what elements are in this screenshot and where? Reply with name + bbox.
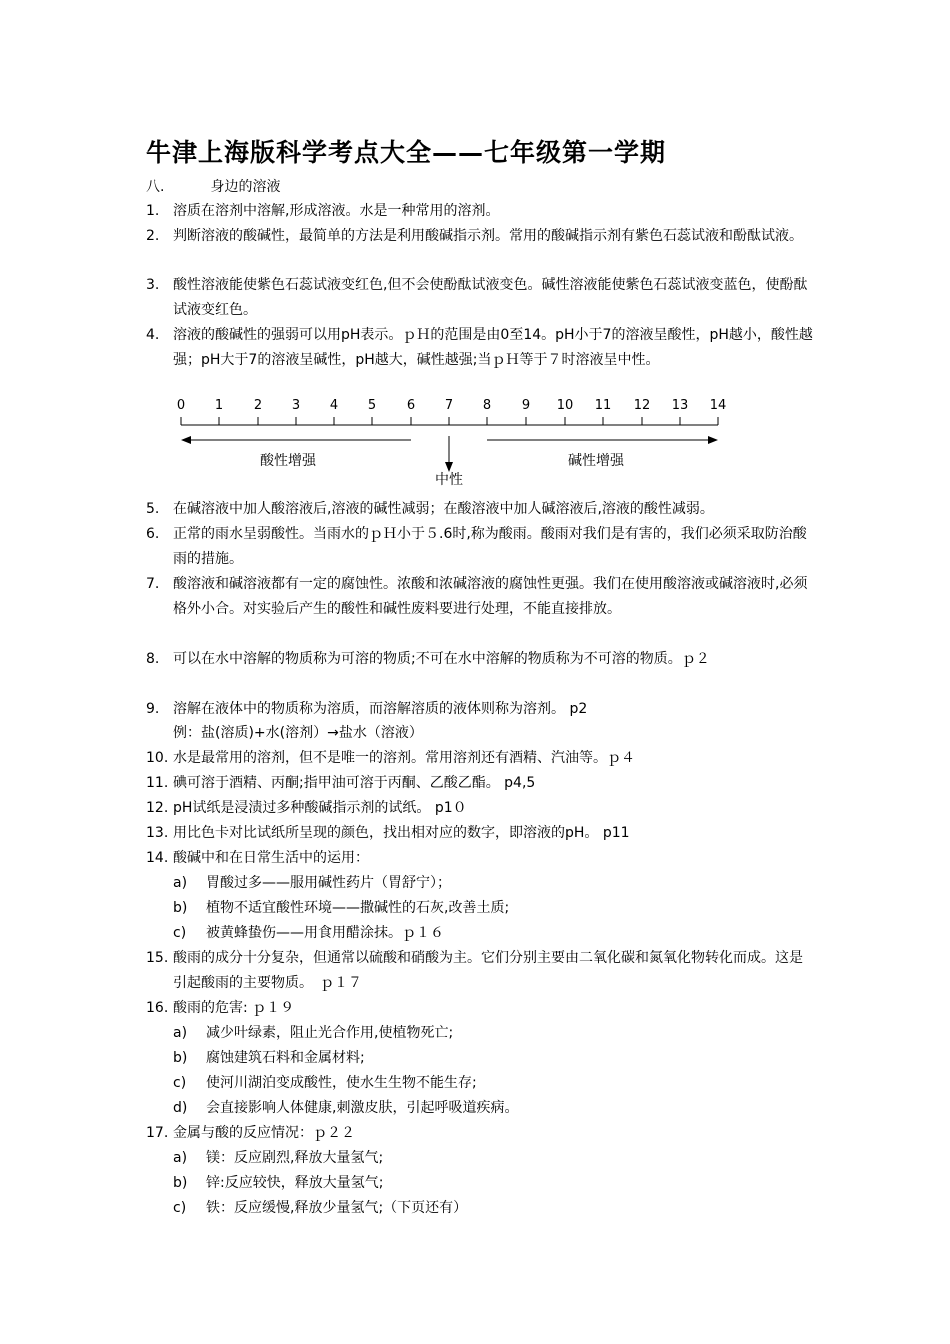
acid-arrow-head bbox=[181, 436, 191, 444]
ph-tick-label: 7 bbox=[444, 398, 454, 413]
sub-item-marker: b) bbox=[173, 1175, 188, 1191]
list-item bbox=[146, 846, 816, 871]
ph-tick-label: 11 bbox=[594, 398, 612, 413]
list-item bbox=[146, 572, 816, 622]
item-text: 酸性溶液能使紫色石蕊试液变红色,但不会使酚酞试液变色。碱性溶液能使紫色石蕊试液变蓝色，使酚酞试液变红色。 bbox=[173, 277, 808, 318]
sub-item-text: 会直接影响人体健康,刺激皮肤，引起呼吸道疾病。 bbox=[206, 1100, 519, 1116]
ph-tick-label: 10 bbox=[556, 398, 574, 413]
ph-tick-label: 13 bbox=[671, 398, 689, 413]
ph-tick-label: 12 bbox=[633, 398, 651, 413]
list-item bbox=[146, 522, 816, 572]
item-text: 酸碱中和在日常生活中的运用： bbox=[173, 850, 369, 866]
item-number: 12. bbox=[146, 800, 169, 816]
sub-item-marker: a) bbox=[173, 875, 188, 891]
item-number: 17. bbox=[146, 1125, 169, 1141]
sub-item-marker: c) bbox=[173, 925, 187, 941]
list-item bbox=[146, 1121, 816, 1146]
ph-tick-label: 6 bbox=[406, 398, 416, 413]
ph-tick-label: 5 bbox=[367, 398, 377, 413]
item-number: 11. bbox=[146, 775, 169, 791]
sub-item-marker: b) bbox=[173, 900, 188, 916]
list-item bbox=[146, 697, 816, 722]
item-text: 酸溶液和碱溶液都有一定的腐蚀性。浓酸和浓碱溶液的腐蚀性更强。我们在使用酸溶液或碱溶液时,必须格外小合。对实验后产生的酸性和碱性废料要进行处理，不能直接排放。 bbox=[173, 576, 808, 617]
sub-item-text: 锌:反应较快，释放大量氢气; bbox=[206, 1175, 384, 1191]
item-number: 7. bbox=[146, 576, 160, 592]
sub-item bbox=[173, 1071, 813, 1096]
item-number: 4. bbox=[146, 327, 160, 343]
sub-item bbox=[173, 1146, 813, 1171]
sub-item bbox=[173, 871, 813, 896]
sub-item bbox=[173, 896, 813, 921]
item-text: 碘可溶于酒精、丙酮;指甲油可溶于丙酮、乙酸乙酯。 p4,5 bbox=[173, 775, 536, 791]
list-item bbox=[146, 746, 816, 771]
sub-item-marker: b) bbox=[173, 1050, 188, 1066]
list-item bbox=[146, 199, 816, 224]
list-item bbox=[146, 771, 816, 796]
sub-item-marker: c) bbox=[173, 1075, 187, 1091]
ph-tick-label: 14 bbox=[709, 398, 727, 413]
item-text: 水是最常用的溶剂，但不是唯一的溶剂。常用溶剂还有酒精、汽油等。ｐ４ bbox=[173, 750, 635, 766]
list-item bbox=[146, 647, 816, 672]
sub-item bbox=[173, 921, 813, 946]
list-item bbox=[146, 224, 816, 249]
item-number: 3. bbox=[146, 277, 160, 293]
ph-tick-label: 8 bbox=[482, 398, 492, 413]
sub-item-marker: a) bbox=[173, 1150, 188, 1166]
sub-item-marker: a) bbox=[173, 1025, 188, 1041]
list-item bbox=[146, 273, 816, 323]
item-number: 13. bbox=[146, 825, 169, 841]
ph-tick-label: 9 bbox=[521, 398, 531, 413]
list-item bbox=[146, 323, 816, 373]
ph-tick-label: 1 bbox=[214, 398, 224, 413]
section-title: 身边的溶液 bbox=[210, 179, 281, 195]
item-text: 可以在水中溶解的物质称为可溶的物质;不可在水中溶解的物质称为不可溶的物质。ｐ２ bbox=[173, 651, 710, 667]
list-item bbox=[146, 721, 816, 746]
item-number: 14. bbox=[146, 850, 169, 866]
sub-item-marker: d) bbox=[173, 1100, 188, 1116]
list-item bbox=[146, 996, 816, 1021]
sub-item bbox=[173, 1046, 813, 1071]
sub-item-text: 被黄蜂蛰伤——用食用醋涂抹。ｐ１６ bbox=[206, 925, 444, 941]
list-item bbox=[146, 497, 816, 522]
ph-scale-diagram bbox=[170, 398, 740, 490]
item-number: 9. bbox=[146, 701, 160, 717]
section-number: 八. bbox=[146, 179, 165, 195]
list-item bbox=[146, 946, 816, 996]
item-number: 6. bbox=[146, 526, 160, 542]
ph-ticks bbox=[181, 417, 718, 425]
section-heading bbox=[146, 176, 280, 196]
base-arrow-head bbox=[708, 436, 718, 444]
item-number: 10. bbox=[146, 750, 169, 766]
sub-item-text: 镁：反应剧烈,释放大量氢气; bbox=[206, 1150, 384, 1166]
sub-item-text: 植物不适宜酸性环境——撒碱性的石灰,改善土质; bbox=[206, 900, 510, 916]
acid-label: 酸性增强 bbox=[260, 453, 316, 469]
item-number: 1. bbox=[146, 203, 160, 219]
item-text: 判断溶液的酸碱性，最简单的方法是利用酸碱指示剂。常用的酸碱指示剂有紫色石蕊试液和酚酞试液。 bbox=[173, 228, 803, 244]
sub-item bbox=[173, 1096, 813, 1121]
sub-item-text: 腐蚀建筑石料和金属材料; bbox=[206, 1050, 365, 1066]
sub-item bbox=[173, 1171, 813, 1196]
item-number: 15. bbox=[146, 950, 169, 966]
item-text: 正常的雨水呈弱酸性。当雨水的ｐＨ小于５.6时,称为酸雨。酸雨对我们是有害的，我们必须采取防治酸雨的措施。 bbox=[173, 526, 807, 567]
sub-item-text: 使河川湖泊变成酸性，使水生生物不能生存; bbox=[206, 1075, 477, 1091]
ph-tick-label: 0 bbox=[176, 398, 186, 413]
ph-tick-label: 3 bbox=[291, 398, 301, 413]
ph-tick-label: 4 bbox=[329, 398, 339, 413]
item-number: 16. bbox=[146, 1000, 169, 1016]
base-label: 碱性增强 bbox=[568, 453, 624, 469]
item-number: 2. bbox=[146, 228, 160, 244]
list-item bbox=[146, 821, 816, 846]
item-text: 例：盐(溶质)+水(溶剂）→盐水（溶液） bbox=[173, 725, 423, 741]
ph-tick-label: 2 bbox=[253, 398, 263, 413]
sub-item-text: 铁：反应缓慢,释放少量氢气;（下页还有） bbox=[206, 1200, 468, 1216]
neutral-label: 中性 bbox=[435, 472, 463, 488]
sub-item bbox=[173, 1196, 813, 1221]
item-text: pH试纸是浸渍过多种酸碱指示剂的试纸。 p1０ bbox=[173, 800, 467, 816]
item-text: 酸雨的成分十分复杂，但通常以硫酸和硝酸为主。它们分别主要由二氧化碳和氮氧化物转化而成。这是引起酸雨的主要物质。 ｐ１７ bbox=[173, 950, 803, 991]
item-text: 溶质在溶剂中溶解,形成溶液。水是一种常用的溶剂。 bbox=[173, 203, 500, 219]
sub-item-marker: c) bbox=[173, 1200, 187, 1216]
item-text: 在碱溶液中加人酸溶液后,溶液的碱性减弱；在酸溶液中加人碱溶液后,溶液的酸性减弱。 bbox=[173, 501, 714, 517]
item-text: 用比色卡对比试纸所呈现的颜色，找出相对应的数字，即溶液的pH。 p11 bbox=[173, 825, 630, 841]
item-number: 8. bbox=[146, 651, 160, 667]
item-text: 金属与酸的反应情况：ｐ２２ bbox=[173, 1125, 355, 1141]
sub-item bbox=[173, 1021, 813, 1046]
sub-item-text: 胃酸过多——服用碱性药片（胃舒宁）； bbox=[206, 875, 451, 891]
item-number: 5. bbox=[146, 501, 160, 517]
page-title: 牛津上海版科学考点大全——七年级第一学期 bbox=[146, 138, 667, 167]
item-text: 溶解在液体中的物质称为溶质，而溶解溶质的液体则称为溶剂。 p2 bbox=[173, 701, 588, 717]
item-text: 酸雨的危害: ｐ１９ bbox=[173, 1000, 295, 1016]
sub-item-text: 减少叶绿素，阻止光合作用,使植物死亡; bbox=[206, 1025, 454, 1041]
list-item bbox=[146, 796, 816, 821]
item-text: 溶液的酸碱性的强弱可以用pH表示。ｐＨ的范围是由0至14。pH小于7的溶液呈酸性，pH越小，酸性越强；pH大于7的溶液呈碱性，pH越大，碱性越强;当ｐＨ等于７时溶液呈中性。 bbox=[173, 327, 813, 368]
